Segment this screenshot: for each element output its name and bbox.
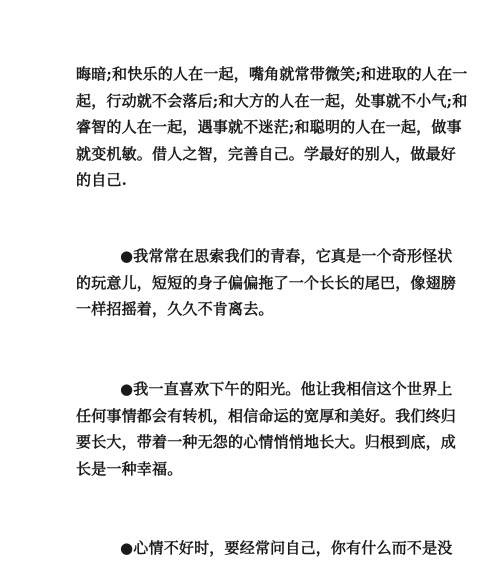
paragraph-line: 长是一种幸福。 xyxy=(76,459,183,478)
paragraph-line: 任何事情都会有转机，相信命运的宽厚和美好。我们终归 xyxy=(76,406,457,425)
paragraph-2 xyxy=(76,243,457,323)
paragraph-4 xyxy=(76,535,453,562)
paragraph-line: 要长大，带着一种无怨的心情悄悄地长大。归根到底，成 xyxy=(76,433,457,451)
paragraph-line: ●心情不好时，要经常问自己，你有什么而不是没 xyxy=(120,539,453,557)
paragraph-line: ●我一直喜欢下午的阳光。他让我相信这个世界上 xyxy=(120,380,453,398)
paragraph-line: 就变机敏。借人之智，完善自己。学最好的别人，做最好 xyxy=(76,144,457,163)
paragraph-line: 的玩意儿，短短的身子偏偏拖了一个长长的尾巴，像翅膀 xyxy=(76,273,457,292)
paragraph-1 xyxy=(76,61,468,194)
paragraph-line: 睿智的人在一起，遇事就不迷茫;和聪明的人在一起，做事 xyxy=(76,118,462,136)
paragraph-line: 一样招摇着，久久不肯离去。 xyxy=(76,300,274,318)
paragraph-line: 的自己. xyxy=(76,171,128,189)
paragraph-3 xyxy=(76,376,457,482)
paragraph-line: ●我常常在思索我们的青春，它真是一个奇形怪状 xyxy=(120,247,453,265)
paragraph-line: 起，行动就不会落后;和大方的人在一起，处事就不小气;和 xyxy=(76,91,468,110)
paragraph-line: 晦暗;和快乐的人在一起，嘴角就常带微笑;和进取的人在一 xyxy=(76,65,468,83)
